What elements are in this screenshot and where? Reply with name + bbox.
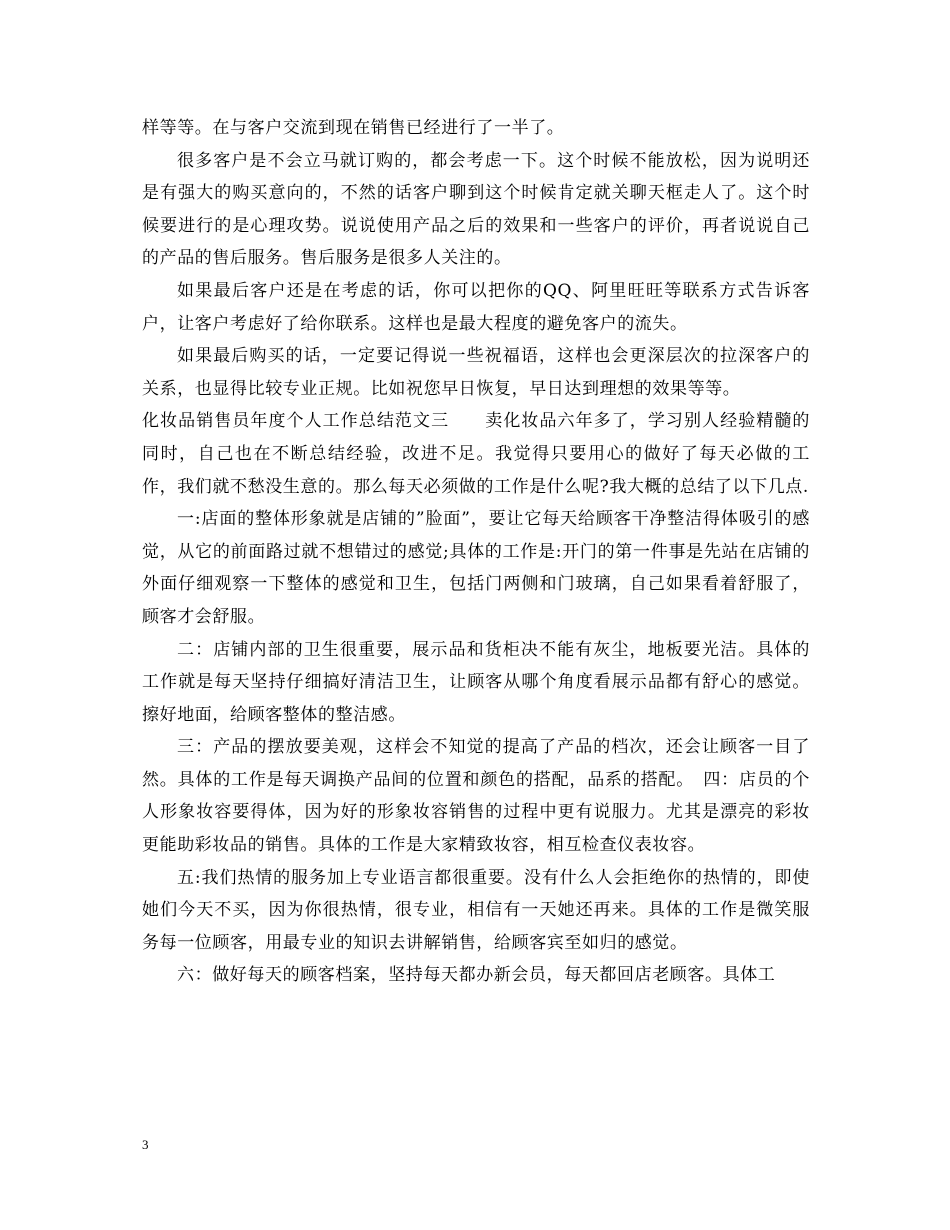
paragraph-3: 如果最后客户还是在考虑的话，你可以把你的QQ、阿里旺旺等联系方式告诉客户，让客户考虑好了给你联系。这样也是最大程度的避免客户的流失。 [142, 280, 810, 334]
paragraph-4: 如果最后购买的话，一定要记得说一些祝福语，这样也会更深层次的拉深客户的关系，也显得比较专业正规。比如祝您早日恢复，早日达到理想的效果等等。 [142, 346, 810, 399]
paragraph-8: 三：产品的摆放要美观，这样会不知觉的提高了产品的档次，还会让顾客一目了然。具体的工作是每天调换产品间的位置和颜色的搭配，品系的搭配。 四：店员的个人形象妆容要得体，因为好的形象妆容销售的过程中更有说服力。尤其是漂亮的彩妆更能助彩妆品的销售。具体的工作是大家精致妆容，相互检查仪表妆容。 [142, 737, 810, 856]
document-body [142, 112, 810, 992]
paragraph-1: 样等等。在与客户交流到现在销售已经进行了一半了。 [142, 118, 565, 138]
paragraph-2: 很多客户是不会立马就订购的，都会考虑一下。这个时候不能放松，因为说明还是有强大的购买意向的，不然的话客户聊到这个时候肯定就关聊天框走人了。这个时候要进行的是心理攻势。说说使用产品之后的效果和一些客户的评价，再者说说自己的产品的售后服务。售后服务是很多人关注的。 [142, 150, 810, 269]
paragraph-6: 一:店面的整体形象就是店铺的”脸面”，要让它每天给顾客干净整洁得体吸引的感觉，从它的前面路过就不想错过的感觉;具体的工作是:开门的第一件事是先站在店铺的外面仔细观察一下整体的感觉和卫生，包括门两侧和门玻璃，自己如果看着舒服了，顾客才会舒服。 [142, 509, 810, 627]
paragraph-10: 六：做好每天的顾客档案，坚持每天都办新会员，每天都回店老顾客。具体工 [177, 965, 776, 986]
page-number: 3 [142, 1137, 149, 1152]
section-heading-paragraph: 化妆品销售员年度个人工作总结范文三 卖化妆品六年多了，学习别人经验精髓的同时，自己也在不断总结经验，改进不足。我觉得只要用心的做好了每天必做的工作，我们就不愁没生意的。那么每天必须做的工作是什么呢?我大概的总结了以下几点. [142, 411, 810, 497]
paragraph-7: 二：店铺内部的卫生很重要，展示品和货柜决不能有灰尘，地板要光洁。具体的工作就是每天坚持仔细搞好清洁卫生，让顾客从哪个角度看展示品都有舒心的感觉。擦好地面，给顾客整体的整洁感。 [142, 639, 810, 725]
paragraph-9: 五:我们热情的服务加上专业语言都很重要。没有什么人会拒绝你的热情的，即使她们今天不买，因为你很热情，很专业，相信有一天她还再来。具体的工作是微笑服务每一位顾客，用最专业的知识去讲解销售，给顾客宾至如归的感觉。 [142, 867, 810, 953]
